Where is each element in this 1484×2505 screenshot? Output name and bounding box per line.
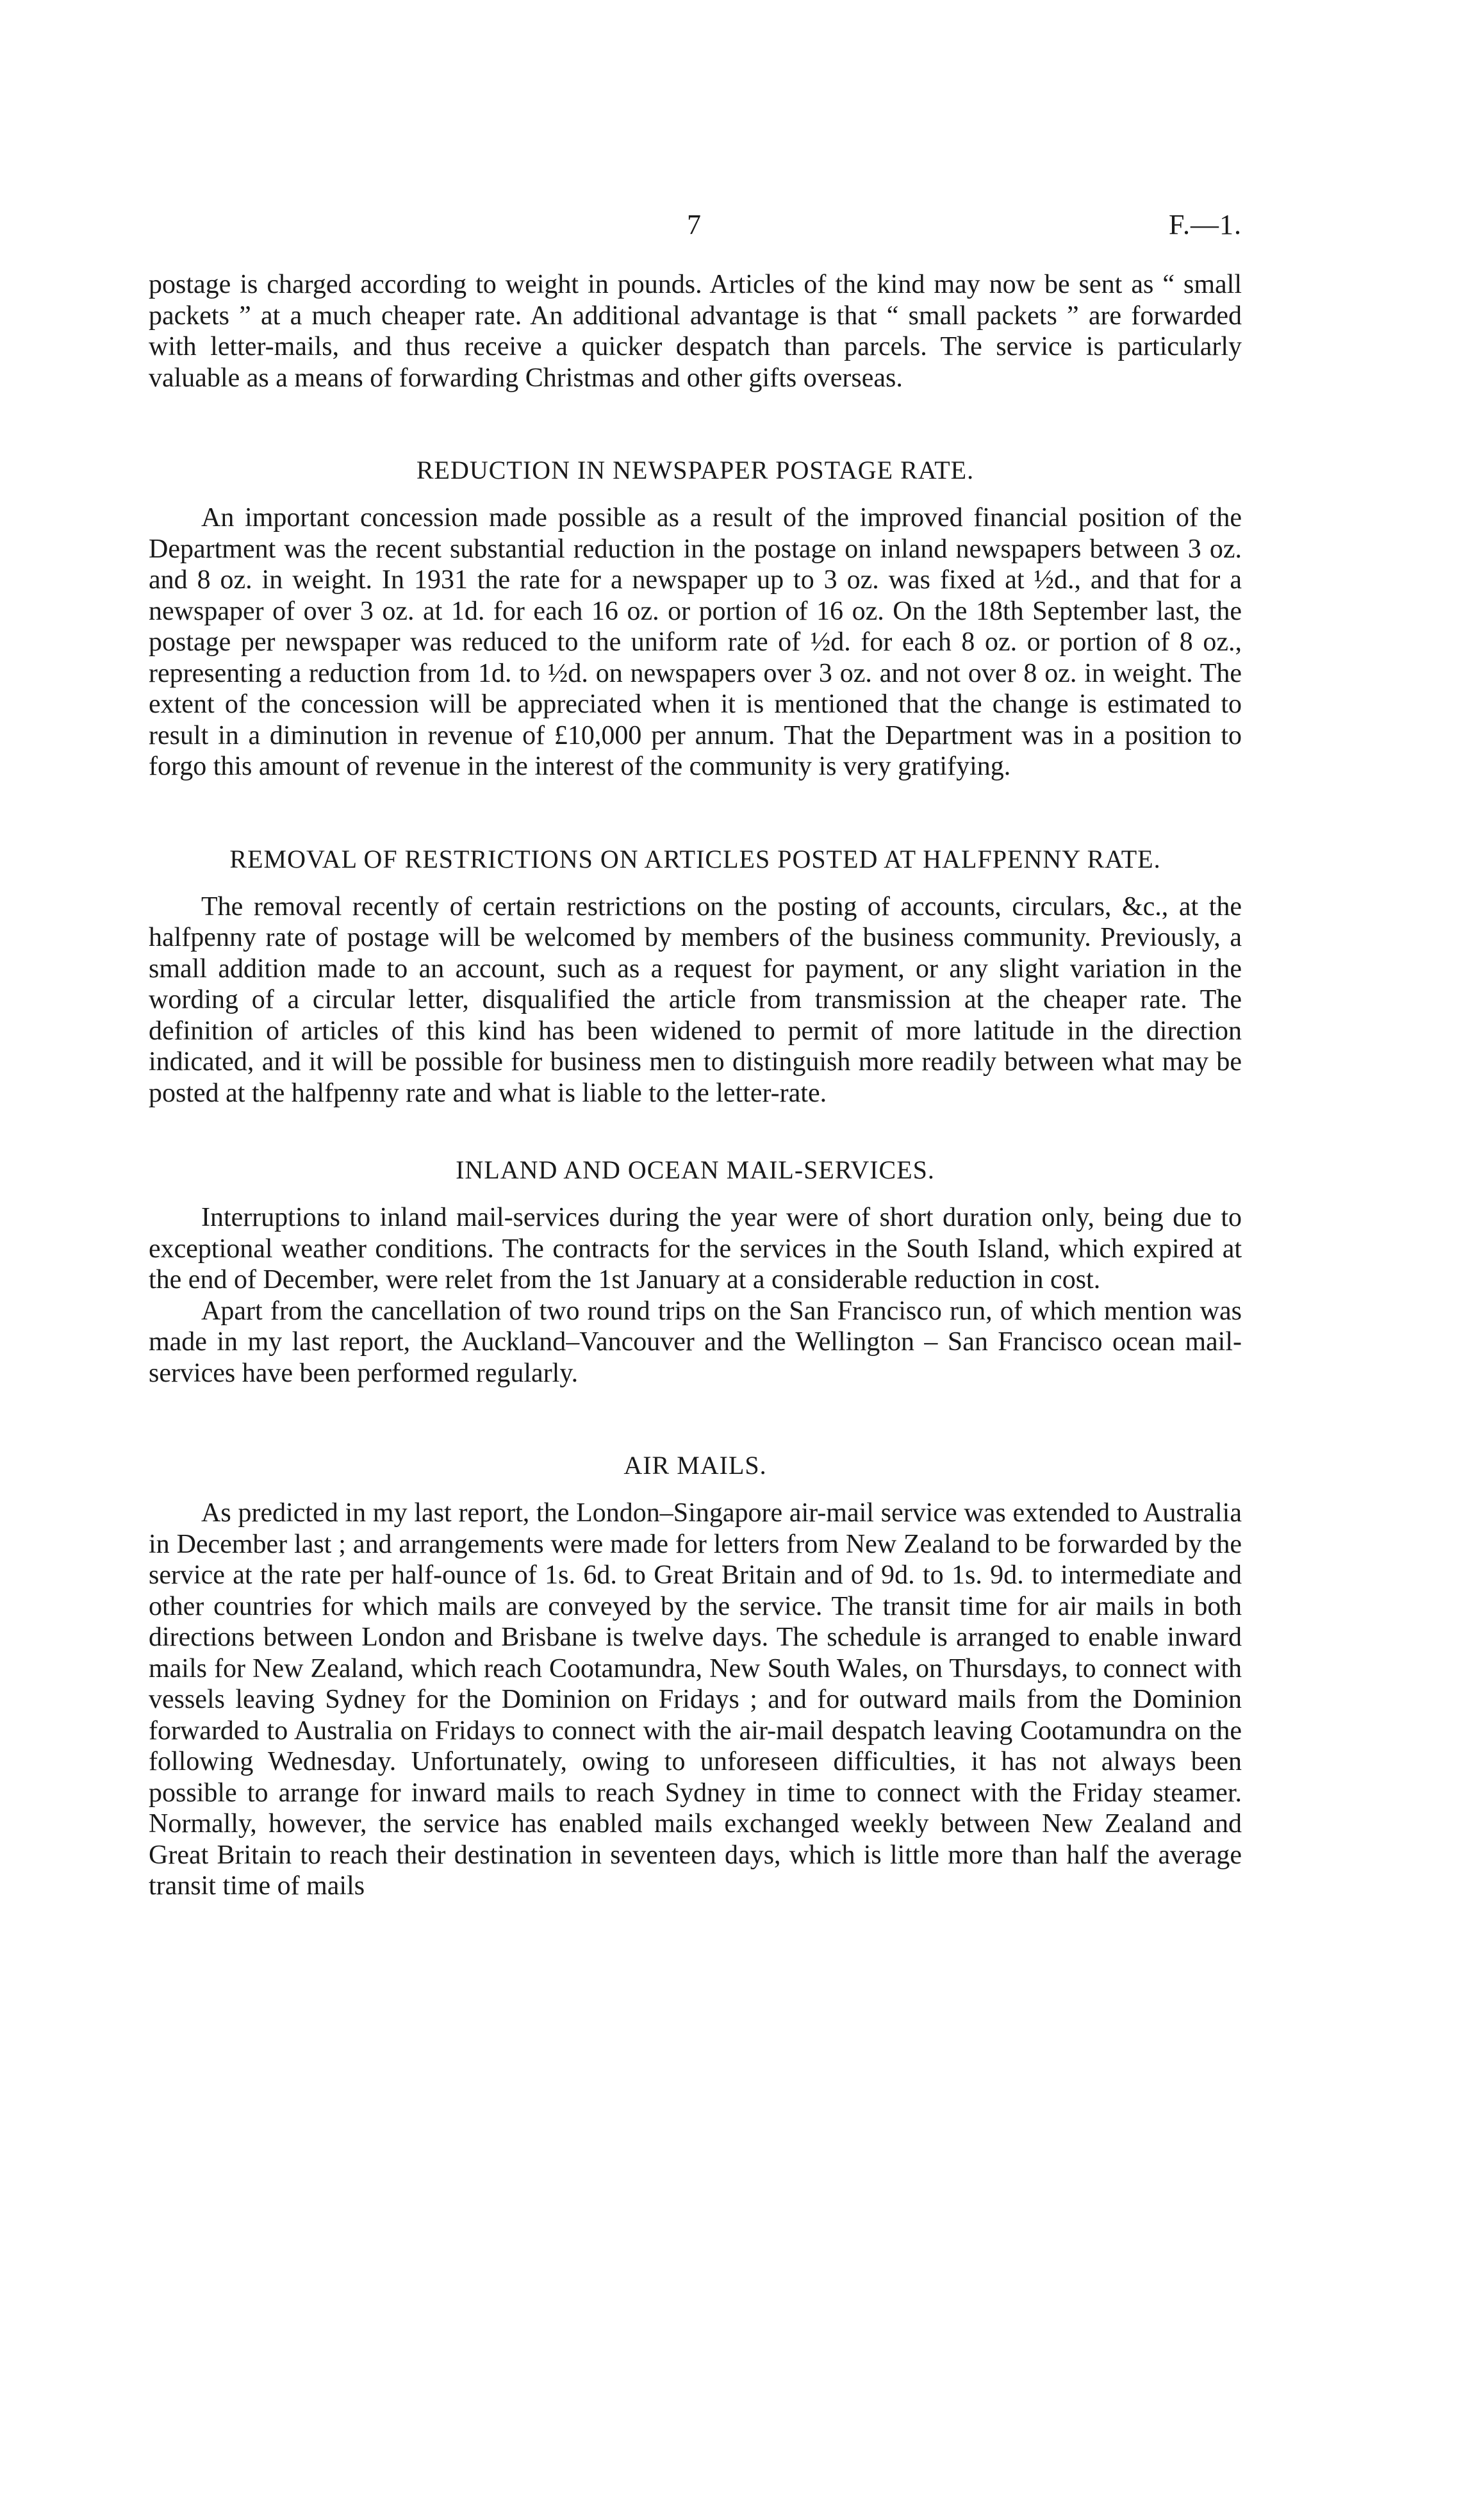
page-content [149,269,1242,1902]
page-number: 7 [687,209,701,240]
paragraph-air-mails: As predicted in my last report, the London–Singapore air-mail service was extended to Australia in December last ; and arrangements were made for letters from New Zealand to be forwarded by the service at the rate per half-ounce of 1s. 6d. to Great Britain and of 9d. to 1s. 9d. to intermediate and other countries for which mails are conveyed by the service. The transit time for air mails in both directions between London and Brisbane is twelve days. The schedule is arranged to enable inward mails for New Zealand, which reach Cootamundra, New South Wales, on Thursdays, to connect with vessels leaving Sydney for the Dominion on Fridays ; and for outward mails from the Dominion forwarded to Australia on Fridays to connect with the air-mail despatch leaving Cootamundra on the following Wednesday. Unfortunately, owing to unforeseen difficulties, it has not always been possible to arrange for inward mails to reach Sydney in time to connect with the Friday steamer. Normally, however, the service has enabled mails exchanged weekly between New Zealand and Great Britain to reach their destination in seventeen days, which is little more than half the average transit time of mails [149,1498,1242,1901]
section-heading-mail-services: INLAND AND OCEAN MAIL-SERVICES. [456,1155,935,1184]
section-heading-air-mails: AIR MAILS. [623,1451,767,1480]
section-heading-halfpenny-rate: REMOVAL OF RESTRICTIONS ON ARTICLES POSTED AT HALFPENNY RATE. [229,844,1161,873]
paragraph-halfpenny-rate: The removal recently of certain restrictions on the posting of accounts, circulars, &c., at the halfpenny rate of postage will be welcomed by members of the business community. Previously, a small addition made to an account, such as a request for payment, or any slight variation in the wording of a circular letter, disqualified the article from transmission at the cheaper rate. The definition of articles of this kind has been widened to permit of more latitude in the direction indicated, and it will be possible for business men to distinguish more readily between what may be posted at the halfpenny rate and what is liable to the letter-rate. [149,891,1242,1108]
paragraph-ocean-services: Apart from the cancellation of two round trips on the San Francisco run, of which mention was made in my last report, the Auckland–Vancouver and the Wellington – San Francisco ocean mail-services have been performed regularly. [149,1296,1242,1388]
page-header [149,208,1242,247]
section-heading-newspaper-postage: REDUCTION IN NEWSPAPER POSTAGE RATE. [416,456,975,484]
document-reference: F.—1. [1169,209,1242,240]
paragraph-newspaper-postage: An important concession made possible as a result of the improved financial position of the Department was the recent substantial reduction in the postage on inland newspapers between 3 oz. and 8 oz. in weight. In 1931 the rate for a newspaper up to 3 oz. was fixed at ½d., and that for a newspaper of over 3 oz. at 1d. for each 16 oz. or portion of 16 oz. On the 18th September last, the postage per newspaper was reduced to the uniform rate of ½d. for each 8 oz. or portion of 8 oz., representing a reduction from 1d. to ½d. on newspapers over 3 oz. and not over 8 oz. in weight. The extent of the concession will be appreciated when it is mentioned that the change is estimated to result in a diminution in revenue of £10,000 per annum. That the Department was in a position to forgo this amount of revenue in the interest of the community is very gratifying. [149,503,1242,781]
document-page [149,0,1242,2505]
intro-paragraph: postage is charged according to weight in pounds. Articles of the kind may now be sent as “ small packets ” at a much cheaper rate. An additional advantage is that “ small packets ” are forwarded with letter-mails, and thus receive a quicker despatch than parcels. The service is particularly valuable as a means of forwarding Christmas and other gifts overseas. [149,270,1242,393]
paragraph-inland-services: Interruptions to inland mail-services during the year were of short duration only, being due to exceptional weather conditions. The contracts for the services in the South Island, which expired at the end of December, were relet from the 1st January at a considerable reduction in cost. [149,1203,1242,1294]
